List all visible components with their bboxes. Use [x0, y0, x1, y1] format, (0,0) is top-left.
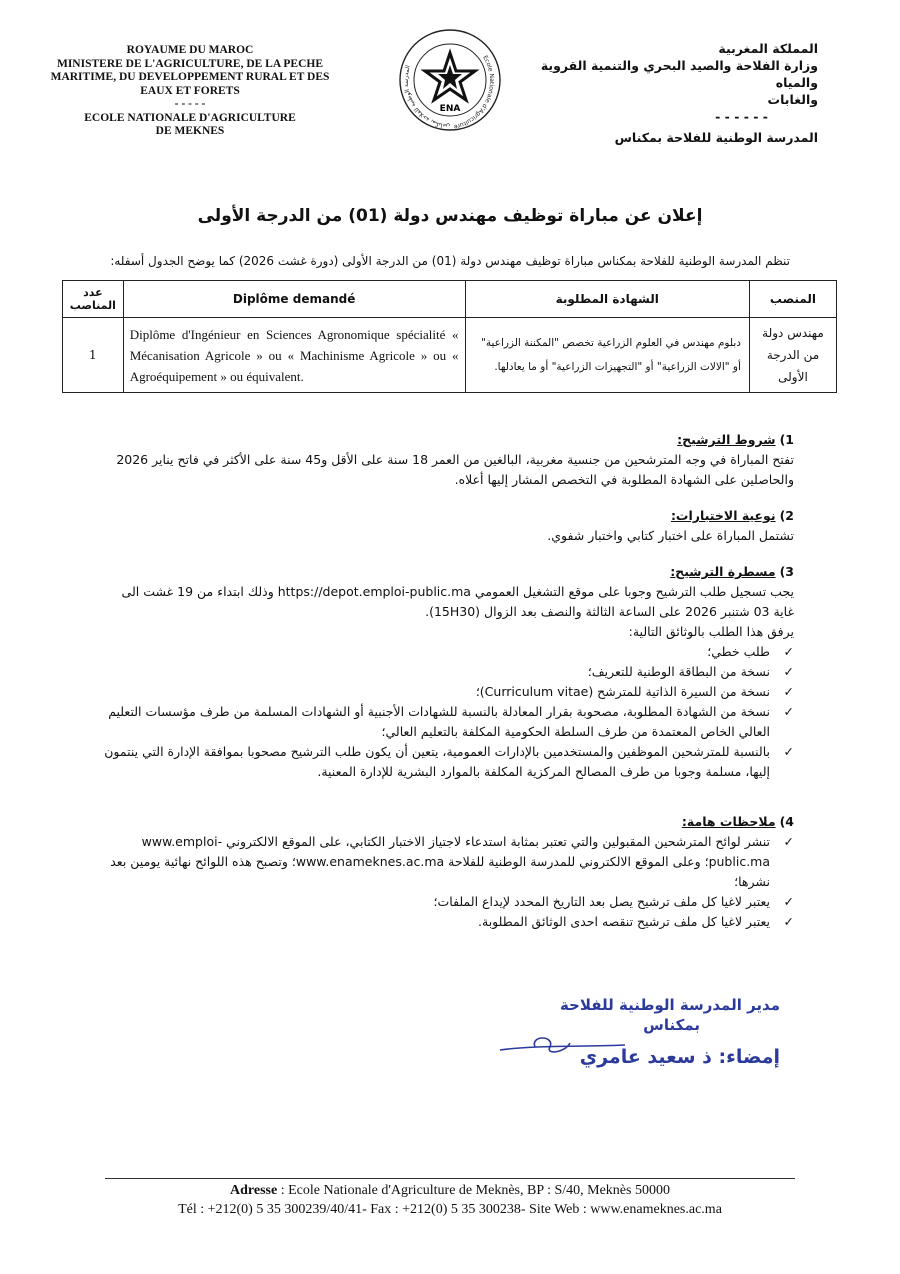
logo-text: ENA: [439, 104, 461, 114]
list-item: ✓ نسخة من السيرة الذاتية للمترشح (Curriculum vitae)؛: [104, 682, 794, 702]
check-icon: ✓: [783, 894, 794, 909]
attach-text: يرفق هذا الطلب بالوثائق التالية:: [628, 624, 794, 639]
footer-divider: [105, 1178, 795, 1179]
check-icon: ✓: [783, 744, 794, 759]
section-notes: [104, 812, 794, 932]
header-fr-line: EAUX ET FORETS: [140, 84, 240, 97]
header-post: المنصب: [749, 281, 836, 318]
table-header-row: [63, 281, 837, 318]
section-number: 1): [779, 432, 794, 447]
section-text: يجب تسجيل طلب الترشيح وجوبا على موقع التشغيل العمومي https://depot.emploi-public.ma وذلك ابتداء من 19 غشت الى غاية 03 شتنبر 2026 على الساعة الثالثة والنصف بعد الزوال (15H30).: [121, 584, 794, 619]
header-diploma-ar: الشهادة المطلوبة: [465, 281, 749, 318]
section-procedure: [104, 562, 794, 782]
header-fr-line: DE MEKNES: [155, 125, 225, 137]
list-item: ✓ تنشر لوائح المترشحين المقبولين والتي تعتبر بمثابة استدعاء لاجتياز الاختبار الكتابي، على الموقع الالكتروني www.emploi-public.ma؛ وعلى الموقع الالكتروني للمدرسة الوطنية للفلاحة www.enameknes.ac.ma؛ وتصبح هذه اللوائح نهائية يومين بعد نشرها؛: [110, 834, 794, 889]
section-conditions: [104, 430, 794, 490]
page-title: إعلان عن مباراة توظيف مهندس دولة (01) من الدرجة الأولى: [197, 206, 703, 226]
header-french: [40, 44, 340, 139]
header-fr-line: ECOLE NATIONALE D'AGRICULTURE: [84, 111, 296, 124]
check-icon: ✓: [783, 644, 794, 659]
ena-logo-icon: [395, 25, 505, 135]
section-number: 4): [779, 814, 794, 829]
signature-line: مدير المدرسة الوطنية للفلاحة: [559, 996, 780, 1014]
list-item: ✓ بالنسبة للمترشحين الموظفين والمستخدمين بالإدارات العمومية، يتعين أن يكون طلب الترشيح مصحوبا بموافقة الإدارة التي ينتمون إليها، مسلمة وجوبا من طرف المصالح المركزية المكلفة بالموارد البشرية للإدارة المعنية.: [104, 744, 794, 779]
header-ar-line: والغابات: [767, 92, 818, 107]
cell-diploma-fr: Diplôme d'Ingénieur en Sciences Agronomique spécialité « Mécanisation Agricole » ou « Machinisme Agricole » ou « Agroéquipement » ou équivalent.: [123, 318, 465, 393]
section-heading: ملاحظات هامة:: [681, 814, 776, 829]
section-tests: [104, 506, 794, 546]
check-icon: ✓: [783, 914, 794, 929]
signature-stroke-icon: [495, 995, 780, 1095]
posts-table: [62, 280, 837, 393]
section-number: 3): [779, 564, 794, 579]
section-number: 2): [779, 508, 794, 523]
header-fr-line: - - - - -: [174, 98, 206, 110]
header-count: عدد المناصب: [63, 281, 124, 318]
footer-contact: Tél : +212(0) 5 35 300239/40/41- Fax : +212(0) 5 35 300238- Site Web : www.enameknes.ac.ma: [178, 1202, 722, 1217]
signature-line: بمكناس: [643, 1016, 700, 1034]
footer-address: Adresse : Ecole Nationale d'Agriculture de Meknès, BP : S/40, Meknès 50000: [230, 1183, 670, 1198]
cell-post: مهندس دولة من الدرجة الأولى: [749, 318, 836, 393]
signature-block: [495, 995, 780, 1095]
header-arabic: [518, 40, 818, 146]
table-row: [63, 318, 837, 393]
header-fr-line: ROYAUME DU MAROC: [126, 44, 254, 56]
intro-text: تنظم المدرسة الوطنية للفلاحة بمكناس مباراة توظيف مهندس دولة (01) من الدرجة الأولى (دورة غشت 2026) كما يوضح الجدول أسفله:: [110, 254, 790, 268]
cell-count: 1: [63, 318, 124, 393]
header-ar-line: المدرسة الوطنية للفلاحة بمكناس: [614, 130, 818, 145]
signature-line: إمضاء: ذ سعيد عامري: [579, 1046, 780, 1068]
list-item: ✓ يعتبر لاغيا كل ملف ترشيح تنقصه احدى الوثائق المطلوبة.: [104, 912, 794, 932]
ena-logo: [395, 25, 505, 135]
section-heading: شروط الترشيح:: [677, 432, 776, 447]
check-icon: ✓: [783, 834, 794, 849]
section-text: تفتح المباراة في وجه المترشحين من جنسية مغربية، البالغين من العمر 18 سنة على الأقل و45 سنة على الأكثر في فاتح يناير 2026 والحاصلين على الشهادة المطلوبة في التخصص المشار إليها أعلاه.: [116, 452, 794, 487]
list-item: ✓ نسخة من الشهادة المطلوبة، مصحوبة بقرار المعادلة بالنسبة للشهادات الأجنبية أو الشهادات المسلمة من طرف مؤسسات التعليم العالي الخاص المعتمدة من طرف السلطة الحكومية المكلفة بالتعليم العالي؛: [108, 704, 794, 739]
list-item: ✓ نسخة من البطاقة الوطنية للتعريف؛: [104, 662, 794, 682]
list-item: ✓ طلب خطي؛: [104, 642, 794, 662]
cell-diploma-ar: دبلوم مهندس في العلوم الزراعية تخصص "المكننة الزراعية" أو "الالات الزراعية" أو "التجهيزات الزراعية" أو ما يعادلها.: [465, 318, 749, 393]
section-text: تشتمل المباراة على اختبار كتابي واختبار شفوي.: [547, 528, 794, 543]
header-fr-line: MINISTERE DE L'AGRICULTURE, DE LA PECHE: [56, 57, 324, 70]
section-heading: مسطرة الترشيح:: [670, 564, 776, 579]
list-item: ✓ يعتبر لاغيا كل ملف ترشيح يصل بعد التاريخ المحدد لإيداع الملفات؛: [104, 892, 794, 912]
header-ar-line: المملكة المغربية: [718, 41, 818, 56]
check-icon: ✓: [783, 664, 794, 679]
section-heading: نوعية الاختبارات:: [670, 508, 776, 523]
logo-ring-text-ar: المدرسة الوطنية للفلاحة بمكناس: [402, 64, 451, 131]
check-icon: ✓: [783, 684, 794, 699]
check-icon: ✓: [783, 704, 794, 719]
header-ar-line: وزارة الفلاحة والصيد البحري والتنمية القروية والمياه: [540, 58, 818, 90]
logo-ring-text: Ecole Nationale d'Agriculture: [453, 54, 496, 131]
header-ar-line: - - - - - -: [715, 109, 768, 124]
header-fr-line: MARITIME, DU DEVELOPPEMENT RURAL ET DES: [50, 71, 330, 83]
header-diploma-fr: Diplôme demandé: [123, 281, 465, 318]
